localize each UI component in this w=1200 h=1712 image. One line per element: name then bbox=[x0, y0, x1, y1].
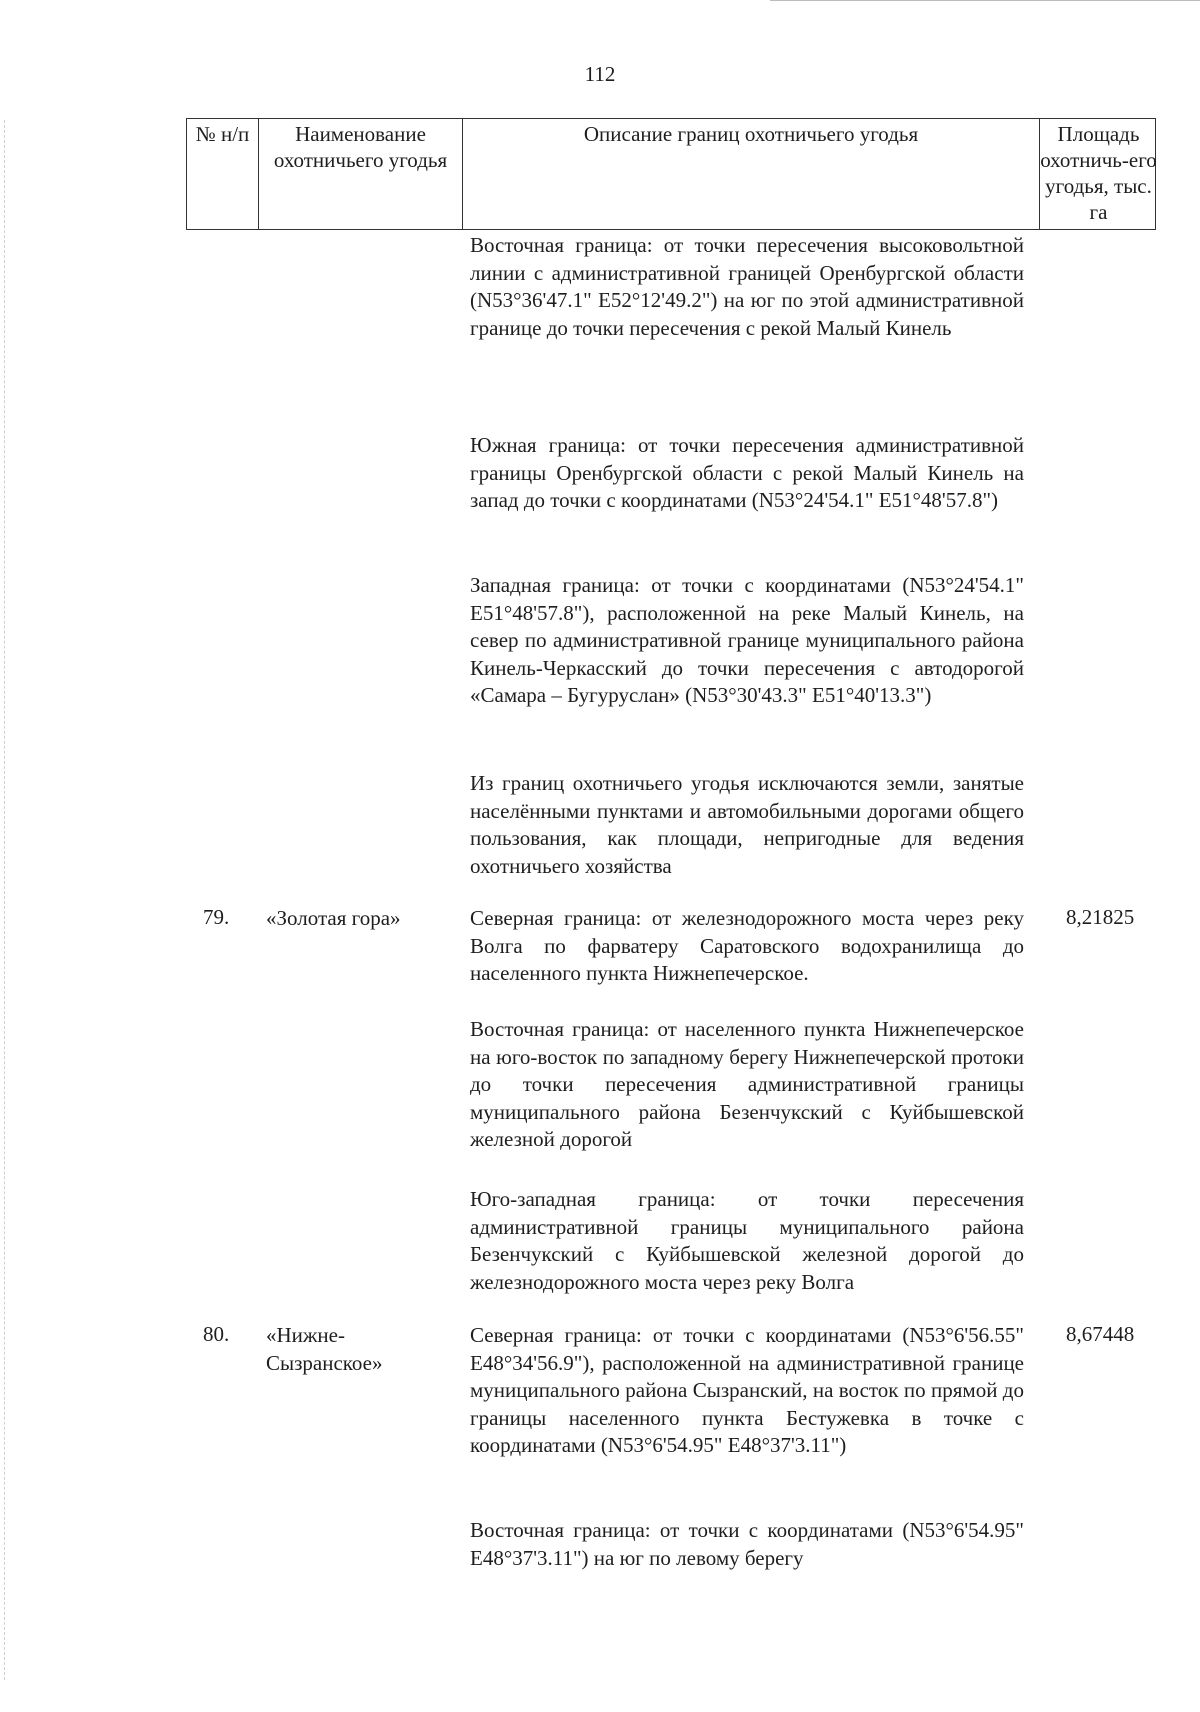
exclusions-paragraph: Из границ охотничьего угодья исключаются земли, занятые населёнными пунктами и автомобильными дорогами общего пользования, как площади, непригодные для ведения охотничьего хозяйства bbox=[470, 771, 1024, 878]
header-description: Описание границ охотничьего угодья bbox=[463, 119, 1040, 229]
east-border-paragraph: Восточная граница: от точки пересечения высоковольтной линии с административной границей Оренбургской области (N53°36'47.1" E52°12'49.2") на юг по этой административной границе до точки пересечения с рекой Малый Кинель bbox=[470, 233, 1024, 340]
row-79-east-border: Восточная граница: от населенного пункта Нижнепечерское на юго-восток по западному берегу Нижнепечерской протоки до точки пересечения административной границы муниципального района Безенчукский с Куйбышевской железной дорогой bbox=[470, 1017, 1024, 1152]
south-border-paragraph: Южная граница: от точки пересечения административной границы Оренбургской области с рекой Малый Кинель на запад до точки с координатами (N53°24'54.1" E51°48'57.8") bbox=[470, 433, 1024, 513]
row-79-number: 79. bbox=[203, 905, 230, 929]
scan-edge-left bbox=[4, 120, 6, 1680]
row-80-east-border: Восточная граница: от точки с координатами (N53°6'54.95" E48°37'3.11") на юг по левому берегу bbox=[470, 1518, 1024, 1570]
row-79-southwest-border: Юго-западная граница: от точки пересечения административной границы муниципального района Безенчукский с Куйбышевской железной дорогой до железнодорожного моста через реку Волга bbox=[470, 1187, 1024, 1294]
table-header bbox=[186, 118, 1156, 230]
row-79-north-border: Северная граница: от железнодорожного моста через реку Волга по фарватеру Саратовского водохранилища до населенного пункта Нижнепечерское. bbox=[470, 906, 1024, 986]
row-80-name: «Нижне-Сызранское» bbox=[266, 1323, 383, 1375]
row-79-area: 8,21825 bbox=[1066, 905, 1135, 929]
header-name: Наименование охотничьего угодья bbox=[259, 119, 463, 229]
header-area: Площадь охотничь-его угодья, тыс. га bbox=[1040, 122, 1157, 224]
scan-edge-top bbox=[770, 0, 1200, 1]
page-number: 112 bbox=[584, 62, 616, 86]
row-80-number: 80. bbox=[203, 1322, 230, 1346]
row-80-area: 8,67448 bbox=[1066, 1322, 1135, 1346]
west-border-paragraph: Западная граница: от точки с координатами (N53°24'54.1" E51°48'57.8"), расположенной на реке Малый Кинель, на север по административной границе муниципального района Кинель-Черкасский до точки пересечения с автодорогой «Самара – Бугуруслан» (N53°30'43.3" E51°40'13.3") bbox=[470, 573, 1024, 708]
row-79-name: «Золотая гора» bbox=[266, 906, 401, 930]
header-number: № н/п bbox=[187, 119, 259, 229]
row-80-north-border: Северная граница: от точки с координатами (N53°6'56.55" E48°34'56.9"), расположенной на административной границе муниципального района Сызранский, на восток по прямой до границы населенного пункта Бестужевка в точке с координатами (N53°6'54.95" E48°37'3.11") bbox=[470, 1323, 1024, 1458]
